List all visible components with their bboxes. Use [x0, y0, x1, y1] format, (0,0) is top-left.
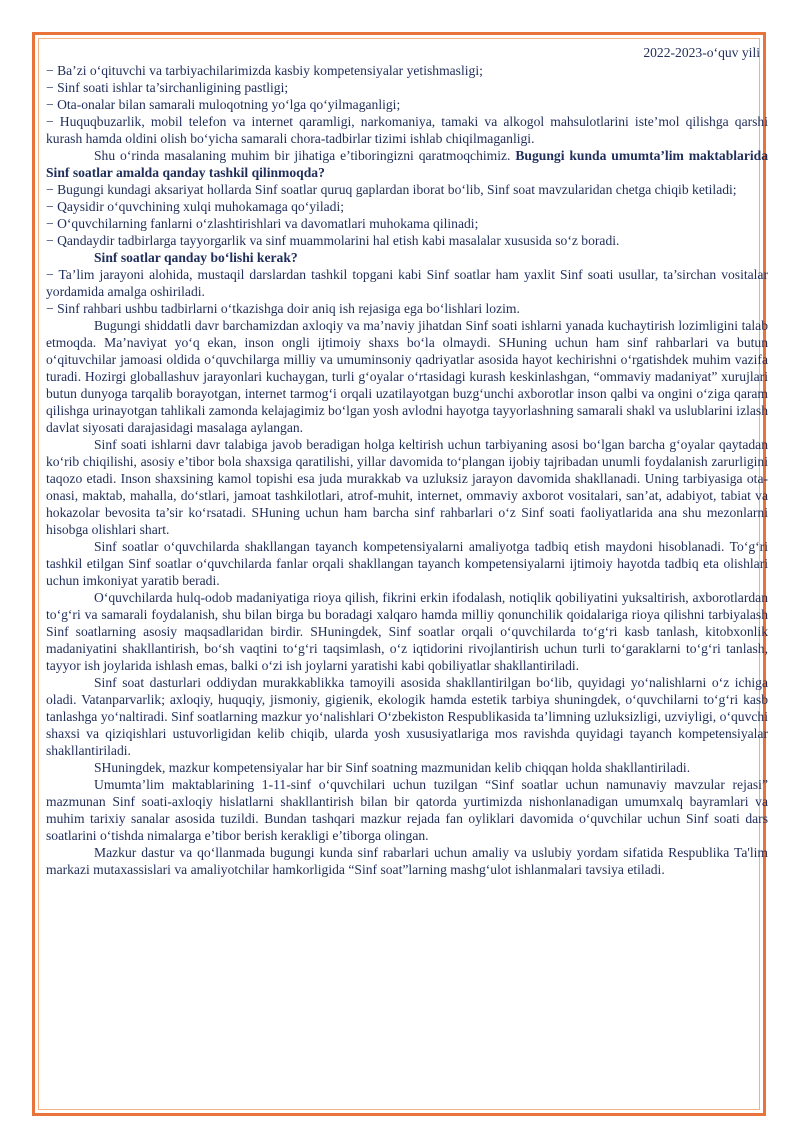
problem-item: − Ota-onalar bilan samarali muloqotning yo‘lga qo‘yilmaganligi;	[46, 97, 401, 112]
body-paragraph: Mazkur dastur va qo‘llanmada bugungi kunda sinf rabarlari uchun amaliy va uslubiy yordam sifatida Respublika Ta'lim markazi mutaxassislari va amaliyotchilar hamkorligida “Sinf soat”larning mashg‘ulot ishlanmalari tavsiya etiladi.	[46, 845, 768, 877]
focus-question: Bugungi kunda umumta’lim maktablarida Sinf soatlar amalda qanday tashkil qilinmoqda?	[46, 148, 769, 180]
focus-text: Shu o‘rinda masalaning muhim bir jihatiga e’tiboringizni qaratmoqchimiz.	[94, 148, 516, 163]
body-paragraph: Bugungi shiddatli davr barchamizdan axloqiy va ma’naviy jihatdan Sinf soati ishlarni yanada kuchaytirish lozimligini talab etmoqda. Ma’naviyat yo‘q ekan, inson ongli ijtimoiy shaxs bo‘la olmaydi. SHuning uchun ham sinf rahbarlari va butun o‘qituvchilar jamoasi oldida o‘quvchilarga milliy va umuminsoniy qadriyatlar asosida hayot kechirishni o‘rgatishdek muhim vazifa turadi. Hozirgi globallashuv jarayonlari kuchaygan, turli g‘oyalar o‘rtasidagi kurash keskinlashgan, “ommaviy madaniyat” xurujlari butun dunyoga tarqalib borayotgan, internet tarmog‘i orqali uzatilayotgan buzg‘unchi axborotlar inson qalbi va ongini o‘ziga qaram qilishga urinayotgan tahlikali zamonda kelajagimiz bo‘lgan yosh avlodni hayotga tayyorlashning samarali shakl va uslublarini izlash davlat siyosati darajasidagi masalaga aylangan.	[46, 318, 768, 435]
body-paragraph: Sinf soat dasturlari oddiydan murakkablikka tamoyili asosida shakllantirilgan bo‘lib, quyidagi yo‘nalishlarni o‘z ichiga oladi. Vatanparvarlik; axloqiy, huquqiy, jismoniy, gigienik, ekologik hamda estetik tarbiya shuningdek, o‘quvchilarni to‘g‘ri kasb tanlashga yo‘naltiradi. Sinf soatlarning mazkur yo‘nalishlari O‘zbekiston Respublikasida ta’limning uzluksizligi, uzviyligi, o‘quvchi shaxsi va qiziqishlari ustuvorligidan kelib chiqib, ularda yosh xususiyatlariga mos ravishda quyidagi tayanch kompetensiyalar shakllantiriladi.	[46, 675, 768, 758]
should-item: − Sinf rahbari ushbu tadbirlarni o‘tkazishga doir aniq ish rejasiga ega bo‘lishlari lozim.	[46, 301, 520, 316]
current-item: − Bugungi kundagi aksariyat hollarda Sinf soatlar quruq gaplardan iborat bo‘lib, Sinf soat mavzularidan chetga chiqib ketiladi;	[46, 182, 737, 197]
body-paragraph: SHuningdek, mazkur kompetensiyalar har bir Sinf soatning mazmunidan kelib chiqqan holda shakllantiriladi.	[94, 760, 691, 775]
academic-year-header: 2022-2023-o‘quv yili	[643, 45, 760, 60]
problem-item: − Huquqbuzarlik, mobil telefon va internet qaramligi, narkomaniya, tamaki va alkogol mahsulotlarini iste’mol qilishga qarshi kurash hamda oldini olish bo‘yicha samarali chora-tadbirlar tizimi ishlab chiqilmaganligi.	[46, 114, 768, 146]
current-item: − Qaysidir o‘quvchining xulqi muhokamaga qo‘yiladi;	[46, 199, 344, 214]
body-paragraph: Sinf soatlar o‘quvchilarda shakllangan tayanch kompetensiyalarni amaliyotga tadbiq etish maydoni hisoblanadi. To‘g‘ri tashkil etilgan Sinf soatlar o‘quvchilarda fanlar orqali shakllangan tayanch kompetensiyalarni ijtimoiy hayotda tadbiq eta olishlari uchun imkoniyat yaratib beradi.	[46, 539, 768, 588]
body-paragraph: Umumta’lim maktablarining 1-11-sinf o‘quvchilari uchun tuzilgan “Sinf soatlar uchun namunaviy mavzular rejasi” mazmunan Sinf soati-axloqiy hislatlarni shakllantirish bilan bir qatorda yurtimizda nishonlanadigan umumxalq bayramlari va muhim tarixiy sanalar asosida tuzildi. Bundan tashqari mazkur rejada fan oyliklari davomida o‘quvchilar uchun Sinf soati dars soatlarini o‘tishda nimalarga e’tibor berish kerakligi e’tiborga olingan.	[46, 777, 768, 843]
document-body	[46, 44, 768, 878]
section-heading: Sinf soatlar qanday bo‘lishi kerak?	[94, 250, 298, 265]
body-paragraph: Sinf soati ishlarni davr talabiga javob beradigan holga keltirish uchun tarbiyaning asosi bo‘lgan barcha g‘oyalar qaytadan ko‘rib chiqilishi, asosiy e’tibor bola shaxsiga qaratilishi, yillar davomida to‘plangan ijobiy tajribadan unumli foydalanish zarurligini taqozo etadi. Inson shaxsining kamol topishi esa juda murakkab va uzluksiz jarayon davomida shakllanadi. Uning tarbiyasiga ota-onasi, maktab, mahalla, do‘stlari, jamoat tashkilotlari, atrof-muhit, internet, ommaviy axborot vositalari, san’at, adabiyot, tabiat va hokazolar bevosita ta’sir ko‘rsatadi. SHuning uchun ham barcha sinf rahbarlari o‘z Sinf soati faoliyatlarida ana shu mezonlarni hisobga olishlari shart.	[46, 437, 768, 537]
focus-paragraph	[46, 147, 768, 181]
current-item: − O‘quvchilarning fanlarni o‘zlashtirishlari va davomatlari muhokama qilinadi;	[46, 216, 479, 231]
should-item: − Ta’lim jarayoni alohida, mustaqil darslardan tashkil topgani kabi Sinf soatlar ham yaxlit Sinf soati usullar, ta’sirchan vositalar yordamida amalga oshiriladi.	[46, 267, 768, 299]
problem-item: − Ba’zi o‘qituvchi va tarbiyachilarimizda kasbiy kompetensiyalar yetishmasligi;	[46, 63, 483, 78]
current-item: − Qandaydir tadbirlarga tayyorgarlik va sinf muammolarini hal etish kabi masalalar xususida so‘z boradi.	[46, 233, 620, 248]
problem-item: − Sinf soati ishlar ta’sirchanligining pastligi;	[46, 80, 289, 95]
body-paragraph: O‘quvchilarda hulq-odob madaniyatiga rioya qilish, fikrini erkin ifodalash, notiqlik qobiliyatini yuksaltirish, axborotlardan to‘g‘ri va samarali foydalanish, shu bilan birga bu boradagi xalqaro hamda milliy qonunchilik qoidalariga rioya qilishni tarbiyalash Sinf soatlarning asosiy maqsadlaridan birdir. SHuningdek, Sinf soatlar orqali o‘quvchilarda to‘g‘ri kasb tanlash, kitobxonlik madaniyatini shakllantirish, bo‘sh vaqtini to‘g‘ri taqsimlash, o‘z iqtidorini rivojlantirish uchun turli to‘garaklarni to‘g‘ri tanlash, tayyor ish joylarida ishlash emas, balki o‘zi ish joylarni yaratishi kabi qobiliyatlar shakllantiriladi.	[46, 590, 768, 673]
